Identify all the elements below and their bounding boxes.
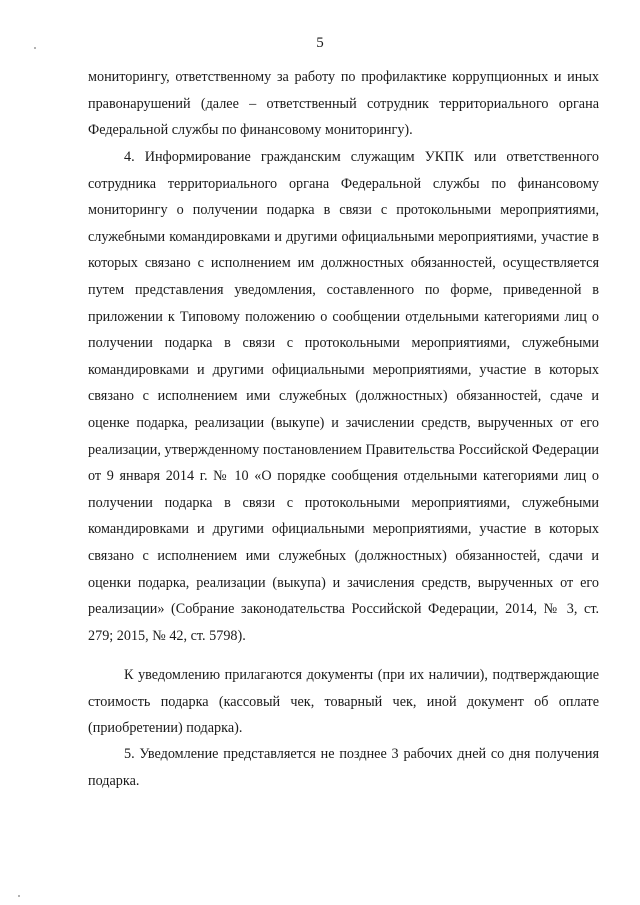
paragraph-attachments [88,662,599,742]
paragraph-text: К уведомлению прилагаются документы (при их наличии), подтверждающие стоимость подарка (кассовый чек, товарный чек, иной документ об оплате (приобретении) подарка). [88,667,599,737]
page-number: 5 [316,35,324,51]
scan-speck [34,47,36,49]
paragraph-item-4 [88,144,599,649]
paragraph-item-5 [88,741,599,794]
paragraph-text: 5. Уведомление представляется не позднее 3 рабочих дней со дня получения подарка. [88,746,599,789]
paragraph-continuation [88,64,599,144]
paragraph-text: мониторингу, ответственному за работу по профилактике коррупционных и иных правонарушений (далее – ответственный сотрудник территориального органа Федеральной службы по финансовому мониторингу). [88,69,599,139]
paragraph-text: 4. Информирование гражданским служащим УКПК или ответственного сотрудника территориального органа Федеральной службы по финансовому мониторингу о получении подарка в связи с протокольными мероприятиями, служебными командировками и другими официальными мероприятиями, участие в которых связано с исполнением им должностных обязанностей, осуществляется путем представления уведомления, составленного по форме, приведенной в приложении к Типовому положению о сообщении отдельными категориями лиц о получении подарка в связи с протокольными мероприятиями, служебными командировками и другими официальными мероприятиями, участие в которых связано с исполнением ими служебных (должностных) обязанностей, сдаче и оценке подарка, реализации (выкупе) и зачислении средств, вырученных от его реализации, утвержденному постановлением Правительства Российской Федерации от 9 января 2014 г. № 10 «О порядке сообщения отдельными категориями лиц о получении подарка в связи с протокольными мероприятиями, служебными командировками и другими официальными мероприятиями, участие в которых связано с исполнением ими служебных (должностных) обязанностей, сдачи и оценки подарка, реализации (выкупа) и зачисления средств, вырученных от его реализации» (Собрание законодательства Российской Федерации, 2014, № 3, ст. 279; 2015, № 42, ст. 5798). [88,149,599,644]
scan-speck [18,895,20,897]
